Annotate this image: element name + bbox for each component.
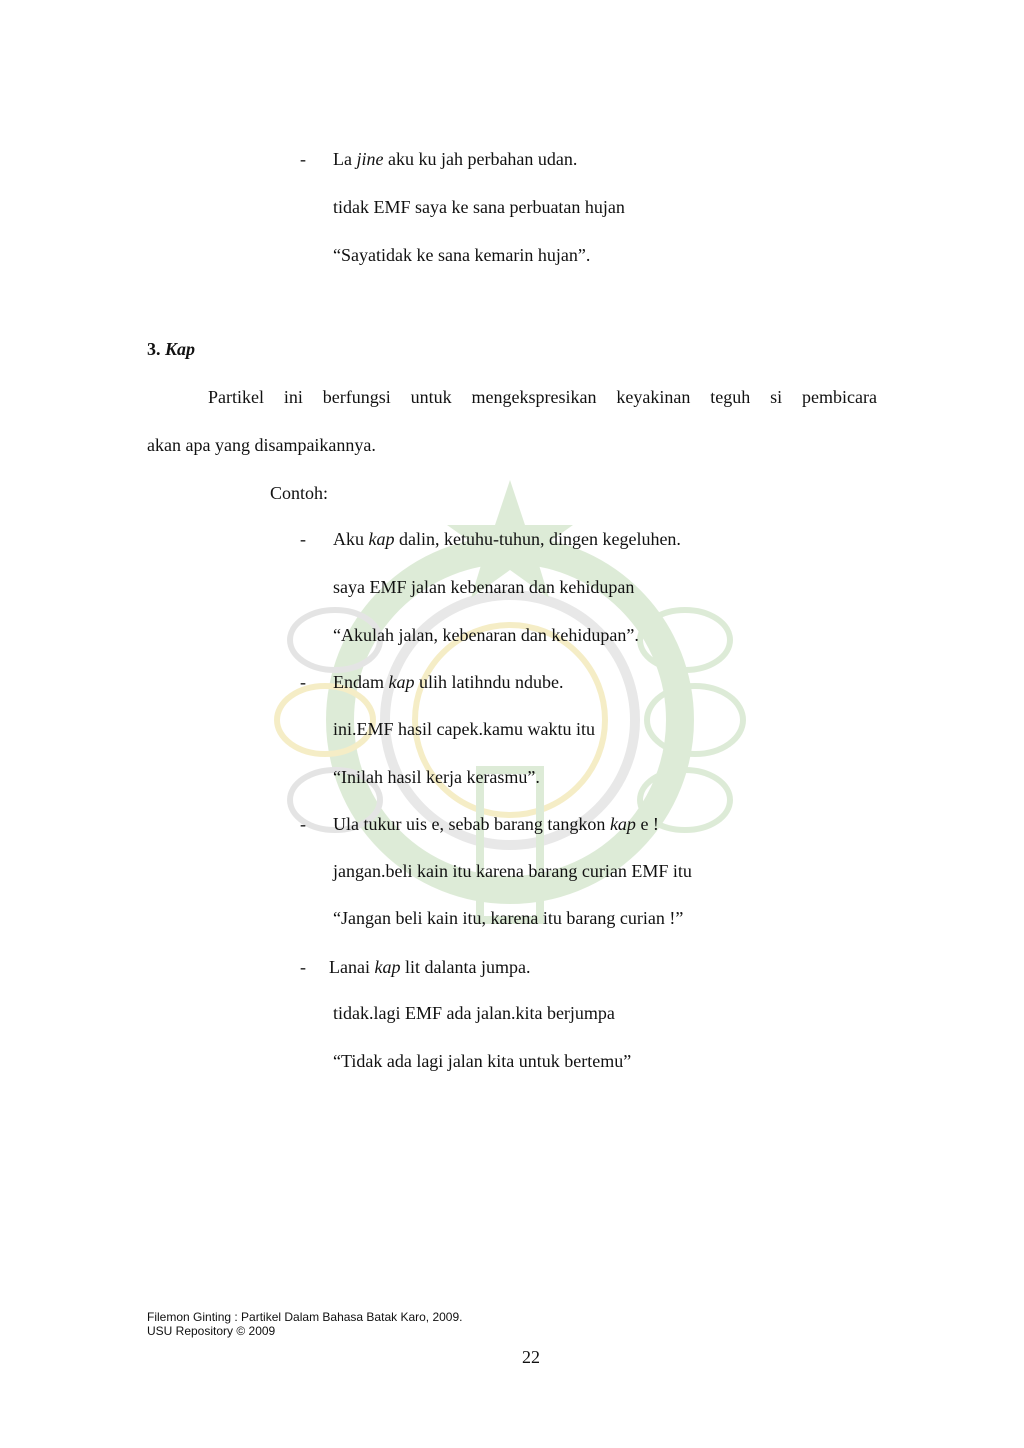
particle-italic: kap (368, 529, 395, 549)
particle-italic: jine (356, 149, 384, 169)
example-gloss: ini.EMF hasil capek.kamu waktu itu (333, 719, 595, 739)
footer-citation: Filemon Ginting : Partikel Dalam Bahasa Batak Karo, 2009. (147, 1310, 463, 1324)
page-number: 22 (522, 1347, 540, 1367)
particle-italic: kap (388, 672, 415, 692)
example-dash: - (300, 672, 306, 692)
contoh-label: Contoh: (270, 483, 329, 503)
example-sentence: Aku kap dalin, ketuhu-tuhun, dingen kegeluhen. (333, 529, 681, 549)
example-gloss: saya EMF jalan kebenaran dan kehidupan (333, 577, 635, 597)
example-sentence: Ula tukur uis e, sebab barang tangkon kap e ! (333, 814, 659, 834)
example-dash: - (300, 957, 306, 977)
example-dash: - (300, 814, 306, 834)
example-translation: “Akulah jalan, kebenaran dan kehidupan”. (333, 625, 639, 645)
paragraph-line-2: akan apa yang disampaikannya. (147, 435, 376, 455)
example-sentence: La jine aku ku jah perbahan udan. (333, 149, 578, 169)
particle-italic: kap (609, 814, 636, 834)
example-gloss: tidak EMF saya ke sana perbuatan hujan (333, 197, 625, 217)
example-gloss: tidak.lagi EMF ada jalan.kita berjumpa (333, 1003, 615, 1023)
example-sentence: Lanai kap lit dalanta jumpa. (329, 957, 531, 977)
paragraph-line-1: Partikel ini berfungsi untuk mengekspresikan keyakinan teguh si pembicara (208, 387, 877, 407)
particle-italic: kap (374, 957, 401, 977)
example-sentence: Endam kap ulih latihndu ndube. (333, 672, 564, 692)
example-translation: “Jangan beli kain itu, karena itu barang curian !” (333, 908, 684, 928)
example-translation: “Sayatidak ke sana kemarin hujan”. (333, 245, 591, 265)
example-translation: “Inilah hasil kerja kerasmu”. (333, 767, 540, 787)
example-translation: “Tidak ada lagi jalan kita untuk bertemu” (333, 1051, 632, 1071)
example-dash: - (300, 529, 306, 549)
footer-repository: USU Repository © 2009 (147, 1324, 276, 1338)
example-gloss: jangan.beli kain itu karena barang curian EMF itu (333, 861, 692, 881)
section-heading: 3. Kap (147, 339, 196, 359)
example-dash: - (300, 149, 306, 169)
